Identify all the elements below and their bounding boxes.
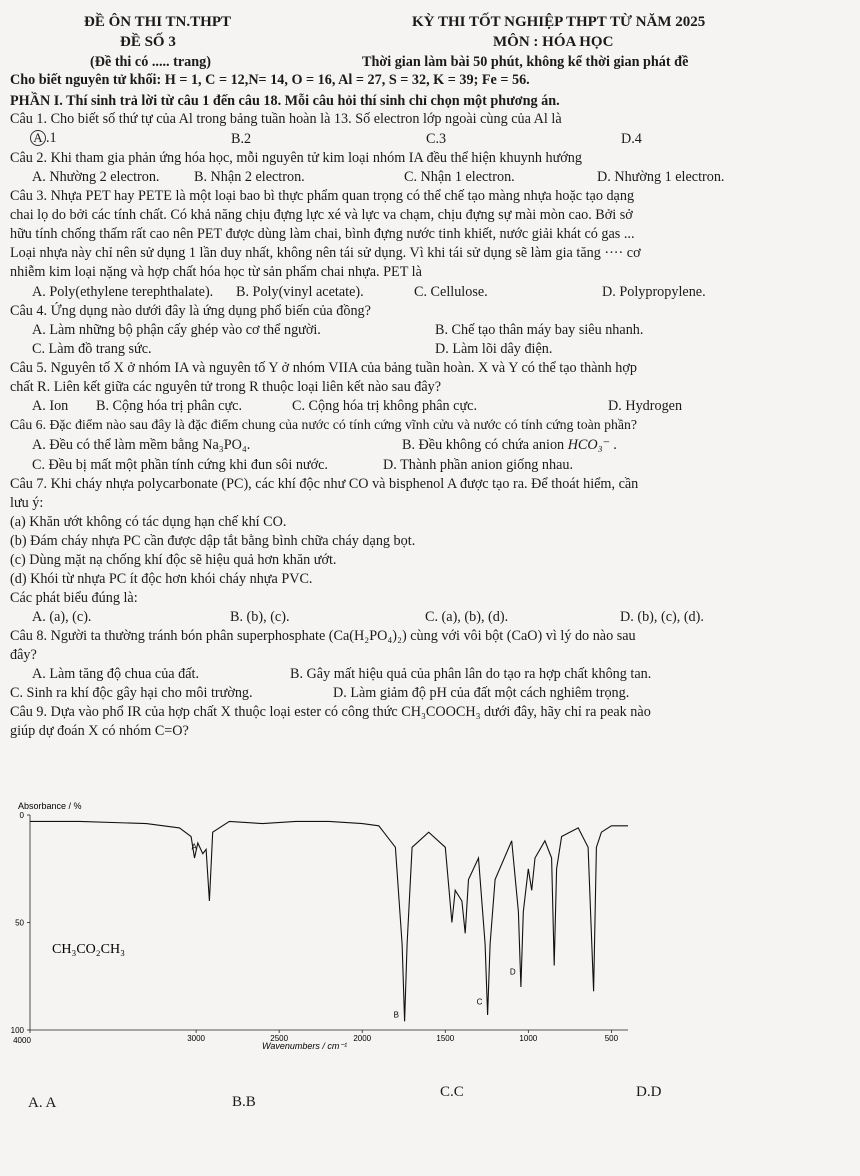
q3-option-d[interactable]: D. Polypropylene. (602, 284, 706, 300)
q1-option-a[interactable] (30, 130, 57, 147)
q3-option-c[interactable]: C. Cellulose. (414, 284, 488, 300)
atomic-masses: Cho biết nguyên tử khối: H = 1, C = 12,N= 14, O = 16, Al = 27, S = 32, K = 39; Fe = 56. (10, 72, 530, 88)
q3-option-a[interactable]: A. Poly(ethylene terephthalate). (32, 284, 214, 300)
q7-option-a[interactable]: A. (a), (c). (32, 609, 92, 625)
q6-option-a[interactable]: A. Đều có thể làm mềm bằng Na₃PO₄. (32, 437, 251, 453)
x-axis-title: Wavenumbers / cm⁻¹ (262, 1041, 348, 1051)
question-8-line-1: Câu 8. Người ta thường tránh bón phân superphosphate (Ca(H₂PO₄)₂) cùng với vôi bột (CaO) vì lý do nào sau (10, 628, 636, 644)
x-tick-label: 500 (604, 1034, 619, 1043)
peak-label-a: A (191, 842, 197, 852)
q5-option-d[interactable]: D. Hydrogen (608, 398, 683, 414)
part-instructions: PHẦN I. Thí sinh trả lời từ câu 1 đến câu 18. Mỗi câu hỏi thí sinh chỉ chọn một phương án. (10, 93, 560, 109)
q2-option-a[interactable]: A. Nhường 2 electron. (32, 169, 160, 185)
question-4-stem: Câu 4. Ứng dụng nào dưới đây là ứng dụng phổ biến của đồng? (10, 303, 371, 319)
question-3-line-4: Loại nhựa này chỉ nên sử dụng 1 lần duy nhất, không nên tái sử dụng. Vì khi tái sử dụng sẽ làm gia tăng ···· cơ (10, 245, 641, 261)
q5-option-b[interactable]: B. Cộng hóa trị phân cực. (96, 398, 242, 414)
q6-option-d[interactable]: D. Thành phần anion giống nhau. (383, 457, 574, 473)
exam-title: ĐỀ ÔN THI TN.THPT (84, 14, 231, 30)
statement-a: (a) Khăn ướt không có tác dụng hạn chế khí CO. (10, 514, 287, 530)
question-5-line-1: Câu 5. Nguyên tố X ở nhóm IA và nguyên tố Y ở nhóm VIIA của bảng tuần hoàn. X và Y có thể tạo thành hợp (10, 360, 637, 376)
question-7-line-2: lưu ý: (10, 495, 44, 511)
q6-option-c[interactable]: C. Đều bị mất một phần tính cứng khi đun sôi nước. (32, 457, 328, 473)
spectrum-trace (30, 821, 628, 1021)
question-9-line-2: giúp dự đoán X có nhóm C=O? (10, 723, 189, 739)
question-7-prompt: Các phát biểu đúng là: (10, 590, 138, 606)
y-tick-label: 0 (19, 811, 24, 820)
y-tick-label: 100 (10, 1026, 24, 1035)
molecule-formula: CH₃CO₂CH₃ (52, 942, 125, 957)
exam-name: KỲ THI TỐT NGHIỆP THPT TỪ NĂM 2025 (412, 14, 706, 30)
q8-option-c[interactable]: C. Sinh ra khí độc gây hại cho môi trường. (10, 685, 253, 701)
q9-option-a[interactable]: A. A (28, 1095, 57, 1111)
q9-option-d[interactable]: D.D (636, 1084, 662, 1100)
selected-answer-mark: A (30, 130, 46, 146)
q1-option-d[interactable]: D.4 (621, 131, 642, 147)
q4-option-d[interactable]: D. Làm lõi dây điện. (435, 341, 553, 357)
x-tick-label: 4000 (13, 1036, 31, 1045)
question-3-line-1: Câu 3. Nhựa PET hay PETE là một loại bao bì thực phẩm quan trọng có thể chế tạo màng nhựa hoặc tạo dạng (10, 188, 635, 204)
peak-label-b: B (393, 1010, 399, 1020)
q7-option-d[interactable]: D. (b), (c), (d). (620, 609, 704, 625)
q4-option-c[interactable]: C. Làm đồ trang sức. (32, 341, 152, 357)
q1-option-c[interactable]: C.3 (426, 131, 447, 147)
question-3-line-3: hữu tính chống thấm rất cao nên PET được dùng làm chai, bình đựng nước tinh khiết, nước giải khát có gas ... (10, 226, 635, 242)
subject: MÔN : HÓA HỌC (493, 34, 614, 50)
peak-label-d: D (509, 967, 516, 977)
q8-option-a[interactable]: A. Làm tăng độ chua của đất. (32, 666, 200, 682)
q9-option-b[interactable]: B.B (232, 1094, 256, 1110)
q5-option-a[interactable]: A. Ion (32, 398, 69, 414)
question-9-line-1: Câu 9. Dựa vào phổ IR của hợp chất X thuộc loại ester có công thức CH₃COOCH₃ dưới đây, hãy chỉ ra peak nào (10, 704, 651, 720)
q4-option-b[interactable]: B. Chế tạo thân máy bay siêu nhanh. (435, 322, 644, 338)
statement-b: (b) Đám cháy nhựa PC cần được dập tắt bằng bình chữa cháy dạng bọt. (10, 533, 416, 549)
q4-option-a[interactable]: A. Làm những bộ phận cấy ghép vào cơ thể người. (32, 322, 321, 338)
y-axis-title: Absorbance / % (18, 801, 82, 811)
statement-c: (c) Dùng mặt nạ chống khí độc sẽ hiệu quả hơn khăn ướt. (10, 552, 337, 568)
q6-option-b[interactable] (402, 437, 617, 454)
q9-option-c[interactable]: C.C (440, 1084, 464, 1100)
question-2-stem: Câu 2. Khi tham gia phản ứng hóa học, mỗi nguyên tử kim loại nhóm IA đều thể hiện khuynh hướng (10, 150, 582, 166)
question-6-stem: Câu 6. Đặc điểm nào sau đây là đặc điểm chung của nước có tính cứng vĩnh cửu và nước có tính cứng toàn phần? (10, 417, 638, 432)
q7-option-c[interactable]: C. (a), (b), (d). (425, 609, 509, 625)
q2-option-b[interactable]: B. Nhận 2 electron. (194, 169, 305, 185)
q3-option-b[interactable]: B. Poly(vinyl acetate). (236, 284, 364, 300)
x-tick-label: 1500 (436, 1034, 455, 1043)
x-tick-label: 2000 (353, 1034, 372, 1043)
time-limit: Thời gian làm bài 50 phút, không kể thời gian phát đề (362, 54, 689, 70)
question-8-line-2: đây? (10, 647, 37, 663)
question-3-line-2: chai lọ do bởi các tính chất. Có khả năng chịu đựng lực xé và lực va chạm, chịu đựng sự mài mòn cao. Bởi sở (10, 207, 633, 223)
q1-option-b[interactable]: B.2 (231, 131, 252, 147)
q2-option-d[interactable]: D. Nhường 1 electron. (597, 169, 725, 185)
peak-label-c: C (476, 997, 483, 1007)
statement-d: (d) Khói từ nhựa PC ít độc hơn khói cháy nhựa PVC. (10, 571, 313, 587)
y-tick-label: 50 (15, 918, 24, 928)
bicarbonate-ion: HCO₃⁻ . (567, 437, 618, 453)
page-count: (Đề thi có ..... trang) (90, 54, 211, 70)
ir-spectrum-chart (0, 800, 640, 1080)
x-tick-label: 3000 (187, 1034, 206, 1043)
q8-option-b[interactable]: B. Gây mất hiệu quả của phân lân do tạo ra hợp chất không tan. (290, 666, 652, 682)
q7-option-b[interactable]: B. (b), (c). (230, 609, 290, 625)
q8-option-d[interactable]: D. Làm giảm độ pH của đất một cách nghiêm trọng. (333, 685, 630, 701)
question-5-line-2: chất R. Liên kết giữa các nguyên tử trong R thuộc loại liên kết nào sau đây? (10, 379, 442, 395)
question-3-line-5: nhiễm kim loại nặng và hợp chất hóa học từ sản phẩm chai nhựa. PET là (10, 264, 422, 280)
exam-code: ĐỀ SỐ 3 (120, 34, 176, 50)
q6-option-b-text: B. Đều không có chứa anion (402, 437, 565, 453)
q5-option-c[interactable]: C. Cộng hóa trị không phân cực. (292, 398, 478, 414)
q1-option-a-text: .1 (46, 130, 57, 146)
question-1-stem: Câu 1. Cho biết số thứ tự của Al trong bảng tuần hoàn là 13. Số electron lớp ngoài cùng của Al là (10, 111, 562, 127)
q2-option-c[interactable]: C. Nhận 1 electron. (404, 169, 515, 185)
question-7-line-1: Câu 7. Khi cháy nhựa polycarbonate (PC), các khí độc như CO và bisphenol A được tạo ra. Để thoát hiểm, cần (10, 476, 639, 492)
x-tick-label: 2500 (270, 1034, 289, 1043)
x-tick-label: 1000 (519, 1034, 538, 1043)
